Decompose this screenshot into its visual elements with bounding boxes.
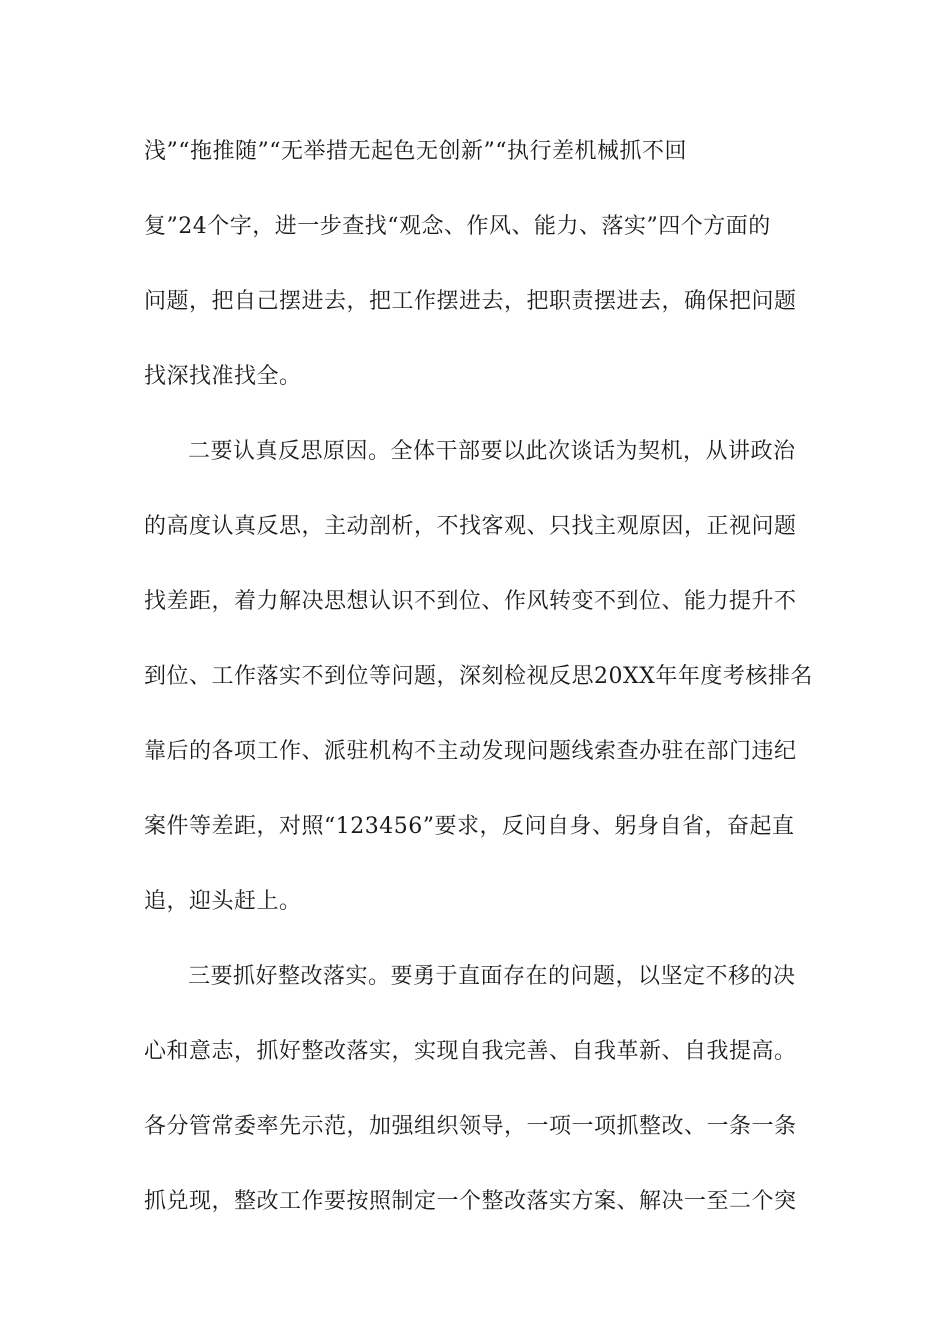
paragraph-start-line: 三要抓好整改落实。要勇于直面存在的问题，以坚定不移的决 [188, 964, 796, 989]
text-line: 靠后的各项工作、派驻机构不主动发现问题线索查办驻在部门违纪 [144, 739, 797, 764]
text-line: 各分管常委率先示范，加强组织领导，一项一项抓整改、一条一条 [144, 1114, 797, 1139]
text-line: 心和意志，抓好整改落实，实现自我完善、自我革新、自我提高。 [144, 1039, 797, 1064]
paragraph-start-line: 二要认真反思原因。全体干部要以此次谈话为契机，从讲政治 [188, 439, 796, 464]
text-line: 抓兑现，整改工作要按照制定一个整改落实方案、解决一至二个突 [144, 1189, 797, 1214]
text-line: 复”24个字，进一步查找“观念、作风、能力、落实”四个方面的 [144, 214, 771, 239]
text-line: 案件等差距，对照“123456”要求，反问自身、躬身自省，奋起直 [144, 814, 795, 839]
text-line: 追，迎头赶上。 [144, 889, 302, 914]
text-line: 的高度认真反思，主动剖析，不找客观、只找主观原因，正视问题 [144, 514, 797, 539]
text-line: 问题，把自己摆进去，把工作摆进去，把职责摆进去，确保把问题 [144, 289, 797, 314]
text-line: 找深找准找全。 [144, 364, 302, 389]
text-line: 到位、工作落实不到位等问题，深刻检视反思20XX年年度考核排名 [144, 664, 813, 689]
text-line: 浅”“拖推随”“无举措无起色无创新”“执行差机械抓不回 [144, 139, 687, 164]
text-line: 找差距，着力解决思想认识不到位、作风转变不到位、能力提升不 [144, 589, 797, 614]
